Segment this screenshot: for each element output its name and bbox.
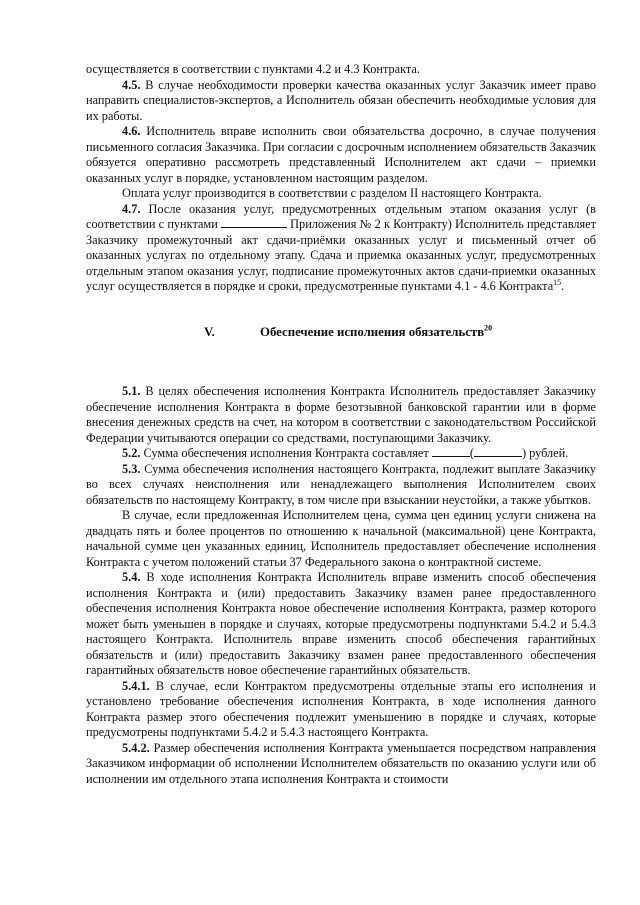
paragraph-4-6 [86, 124, 596, 186]
blank-field [432, 446, 470, 457]
paragraph-continuation [86, 62, 596, 78]
footnote-marker: 20 [484, 323, 493, 333]
paragraph-number: 5.4. [122, 570, 141, 584]
paragraph-text: В ходе исполнения Контракта Исполнитель вправе изменить способ обеспечения исполнения Контракта и (или) предоставить Заказчику взамен ранее предоставленного обеспечения исполнения Контракта новое обеспечение исполнения Контракта, размер которого может быть уменьшен в порядке и случаях, которые предусмотрены подпунктами 5.4.2 и 5.4.3 настоящего Контракта. Исполнитель вправе изменить способ обеспечения гарантийных обязательств и (или) предоставить Заказчику взамен ранее предоставленного обеспечения гарантийных обязательств новое обеспечение гарантийных обязательств. [86, 570, 596, 677]
footnote-marker: 15 [553, 277, 562, 287]
paragraph-number: 4.7. [122, 201, 141, 216]
paragraph-text: Сумма обеспечения исполнения настоящего Контракта, подлежит выплате Заказчику во всех случаях неисполнения или ненадлежащего выполнения Исполнителем своих обязательств по настоящему Контракту, в том числе при взыскании неустойки, а также убытков. [86, 461, 596, 507]
paragraph-number: 5.3. [122, 461, 141, 476]
blank-field [221, 217, 287, 228]
paragraph-text: Сумма обеспечения исполнения Контракта составляет [140, 446, 432, 460]
paragraph-number: 5.4.2. [122, 740, 150, 755]
section-title-text: Обеспечение исполнения обязательств [260, 324, 485, 339]
paragraph-4-5 [86, 78, 596, 125]
paragraph-text: осуществляется в соответствии с пунктами 4.2 и 4.3 Контракта. [86, 62, 420, 76]
section-heading [86, 325, 596, 341]
paragraph-text: После оказания услуг, предусмотренных отдельным этапом оказания услуг (в соответствии с пунктами [86, 201, 596, 231]
paragraph-text: В случае, если предложенная Исполнителем цена, сумма цен единиц услуги снижена на двадцать пять и более процентов по отношению к начальной (максимальной) цене Контракта, начальной сумме цен указанных единиц, Исполнитель предоставляет обеспечение исполнения Контракта с учетом положений статьи 37 Федерального закона о контрактной системе. [86, 508, 596, 569]
paragraph-number: 4.6. [122, 124, 141, 138]
paragraph-4-7 [86, 202, 596, 295]
paragraph-5-1 [86, 384, 596, 446]
section-number: V. [204, 324, 215, 339]
paragraph-text: В случае, если Контрактом предусмотрены отдельные этапы его исполнения и установлено требование обеспечения исполнения Контракта, в ходе исполнения данного Контракта размер этого обеспечения подлежит уменьшению в порядке и случаях, которые предусмотрены подпунктами 5.4.2 и 5.4.3 настоящего Контракта. [86, 678, 596, 739]
paragraph-text: Размер обеспечения исполнения Контракта уменьшается посредством направления Заказчиком информации об исполнении Исполнителем обязательств по оказанию услуги или об исполнении им отдельного этапа исполнения Контракта и стоимости [86, 740, 596, 786]
paragraph-price-reduction [86, 508, 596, 570]
paragraph-5-2 [86, 446, 596, 462]
blank-field [474, 446, 522, 457]
paragraph-text: ( [469, 446, 474, 460]
paragraph-number: 5.4.1. [122, 678, 150, 693]
paragraph-number: 5.1. [122, 384, 141, 398]
section-title [260, 325, 492, 341]
paragraph-text: Приложения № 2 к Контракту) Исполнитель представляет Заказчику промежуточный акт сдачи-приёмки оказанных услуг и письменный отчет об оказанных услугах по отдельному этапу. Сдача и приемка оказанных услуг, предусмотренных отдельным этапом оказания услуг, подписание промежуточных актов сдачи-приемки оказанных услуг осуществляется в порядке и сроки, предусмотренные пунктами 4.1 - 4.6 Контракта [86, 217, 596, 293]
paragraph-number: 4.5. [122, 77, 141, 92]
paragraph-text: В целях обеспечения исполнения Контракта Исполнитель предоставляет Заказчику обеспечение исполнения Контракта в форме безотзывной банковской гарантии или в форме внесения денежных средств на счет, на котором в соответствии с законодательством Российской Федерации учитываются операции со средствами, поступающими Заказчику. [86, 384, 596, 445]
paragraph-number: 5.2. [122, 446, 141, 460]
paragraph-text: Оплата услуг производится в соответствии с разделом II настоящего Контракта. [122, 186, 542, 200]
paragraph-5-4-2 [86, 741, 596, 788]
paragraph-payment [86, 186, 596, 202]
paragraph-text: Исполнитель вправе исполнить свои обязательства досрочно, в случае получения письменного согласия Заказчика. При согласии с досрочным исполнением обязательств Заказчик обязуется оперативно рассмотреть представленный Исполнителем акт сдачи – приемки оказанных услуг в порядке, установленном настоящим разделом. [86, 124, 596, 185]
paragraph-text: В случае необходимости проверки качества оказанных услуг Заказчик имеет право направить специалистов-экспертов, а Исполнитель обязан обеспечить необходимые условия для их работы. [86, 77, 596, 123]
paragraph-5-4-1 [86, 679, 596, 741]
paragraph-text: . [561, 279, 565, 293]
paragraph-5-3 [86, 462, 596, 509]
paragraph-5-4 [86, 570, 596, 679]
paragraph-text: ) рублей. [521, 446, 569, 460]
